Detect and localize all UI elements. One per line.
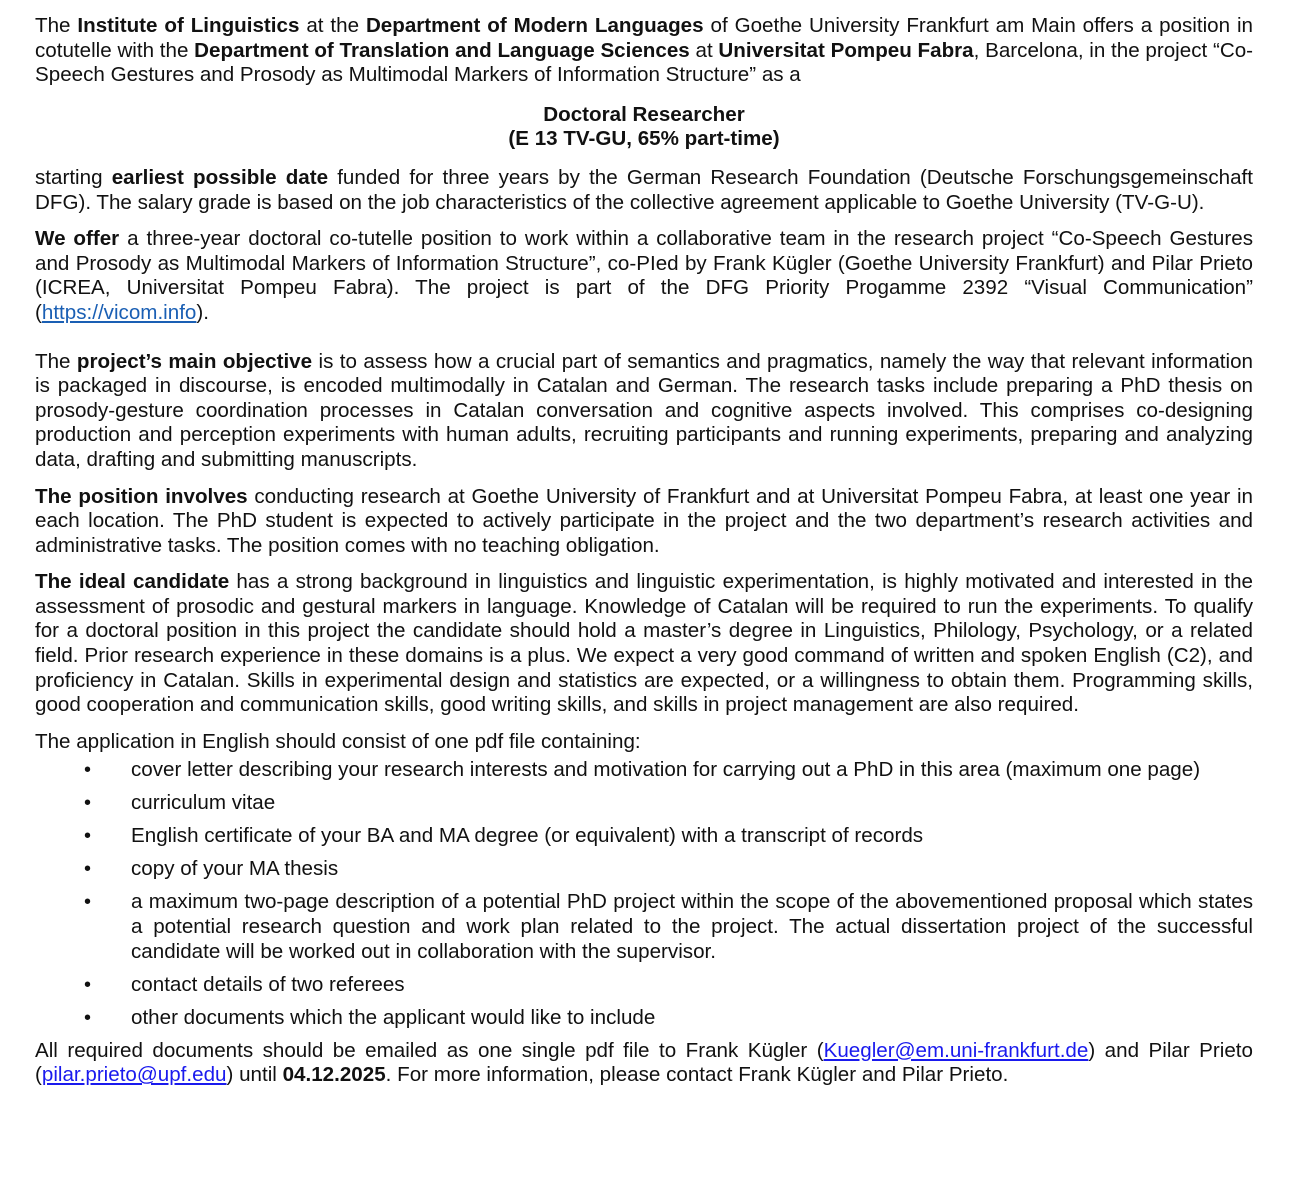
email-link-kuegler[interactable]: Kuegler@em.uni-frankfurt.de [823,1038,1089,1062]
list-item: • English certificate of your BA and MA degree (or equivalent) with a transcript of records [84,824,924,848]
bullet-icon: • [84,973,92,996]
offer-paragraph: We offer a three-year doctoral co-tutelle position to work within a collaborative team in the research project “Co-Speech Gestures and Prosody as Multimodal Markers of Information Structure”, co-PIed by Frank Kügler (Goethe University Frankfurt) and Pilar Prieto (ICREA, Universitat Pompeu Fabra). The project is part of the DFG Priority Progamme 2392 “Visual Communication” (https://vicom.info). [35,227,1253,324]
objective-heading: project’s main objective [76,349,313,373]
bullet-icon: • [84,1006,92,1029]
department-name: Department of Modern Languages [365,14,704,37]
position-title-line1: Doctoral Researcher [543,102,745,126]
partner-university-name: Universitat Pompeu Fabra [718,38,974,62]
vicom-link[interactable]: https://vicom.info [41,300,197,324]
bullet-icon: • [84,792,92,815]
bullet-icon: • [84,825,92,848]
application-requirements-list [35,758,1253,1030]
closing-paragraph: All required documents should be emailed as one single pdf file to Frank Kügler (Kuegler@em.uni-frankfurt.de) and Pilar Prieto (pilar.prieto@upf.edu) until 04.12.2025. For more information, please contact Frank Kügler and Pilar Prieto. [35,1038,1253,1087]
start-date: earliest possible date [111,165,329,189]
list-item: • a maximum two-page description of a potential PhD project within the scope of the abovementioned proposal which states a potential research question and work plan related to the project. The actual dissertation project of the successful candidate will be worked out in collaboration with the supervisor. [84,890,1253,963]
list-item: • other documents which the applicant would like to include [84,1005,656,1029]
candidate-paragraph: The ideal candidate has a strong background in linguistics and linguistic experimentation, is highly motivated and interested in the assessment of prosodic and gestural markers in language. Knowledge of Catalan will be required to run the experiments. To qualify for a doctoral position in this project the candidate should hold a master’s degree in Linguistics, Philology, Psychology, or a related field. Prior research experience in these domains is a plus. We expect a very good command of written and spoken English (C2), and proficiency in Catalan. Skills in experimental design and statistics are expected, or a willingness to obtain them. Programming skills, good cooperation and communication skills, good writing skills, and skills in project management are also required. [35,570,1253,717]
intro-paragraph: The Institute of Linguistics at the Department of Modern Languages of Goethe University Frankfurt am Main offers a position in cotutelle with the Department of Translation and Language Sciences at Universitat Pompeu Fabra, Barcelona, in the project “Co-Speech Gestures and Prosody as Multimodal Markers of Information Structure” as a [35,14,1254,87]
offer-heading: We offer [35,227,120,251]
bullet-icon: • [84,759,92,782]
objective-paragraph: The project’s main objective is to assess how a crucial part of semantics and pragmatics, namely the way that relevant information is packaged in discourse, is encoded multimodally in Catalan and German. The research tasks include preparing a PhD thesis on prosody-gesture coordination processes in Catalan conversation and cognitive aspects involved. This comprises co-designing production and perception experiments with human adults, recruiting participants and running experiments, preparing and analyzing data, drafting and submitting manuscripts. [35,349,1253,471]
list-item: • cover letter describing your research interests and motivation for carrying out a PhD in this area (maximum one page) [84,758,1201,782]
candidate-heading: The ideal candidate [35,570,230,594]
list-item: • curriculum vitae [84,791,276,815]
list-item: • contact details of two referees [84,972,405,996]
involves-paragraph: The position involves conducting research at Goethe University of Frankfurt and at Universitat Pompeu Fabra, at least one year in each location. The PhD student is expected to actively participate in the project and the two department’s research activities and administrative tasks. The position comes with no teaching obligation. [35,484,1253,557]
involves-heading: The position involves [35,484,248,508]
email-link-prieto[interactable]: pilar.prieto@upf.edu [41,1063,227,1087]
institute-name: Institute of Linguistics [77,14,300,37]
start-paragraph: starting earliest possible date funded for three years by the German Research Foundation (Deutsche Forschungsgemeinschaft DFG). The salary grade is based on the job characteristics of the collective agreement applicable to Goethe University (TV-G-U). [35,165,1253,214]
position-title [35,103,1253,152]
bullet-icon: • [84,858,92,881]
application-intro: The application in English should consist of one pdf file containing: [35,729,641,753]
partner-department-name: Department of Translation and Language Sciences [194,38,690,62]
position-title-line2: (E 13 TV-GU, 65% part-time) [508,127,780,151]
list-item: • copy of your MA thesis [84,857,339,881]
bullet-icon: • [84,891,92,914]
deadline-date: 04.12.2025 [282,1063,386,1087]
